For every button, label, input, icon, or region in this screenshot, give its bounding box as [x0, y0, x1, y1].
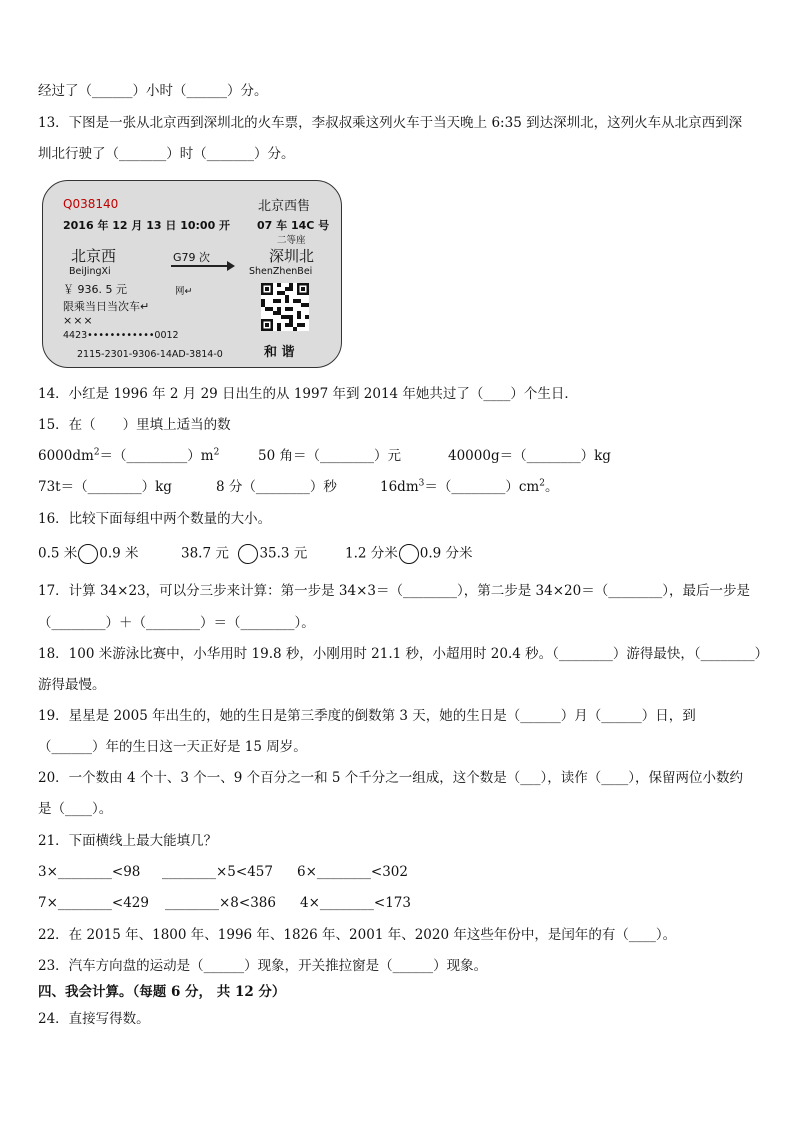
- ticket-note: 限乘当日当次车↵: [63, 300, 150, 313]
- q16-compare-2: 38.7 元 35.3 元: [181, 544, 307, 564]
- ticket-serial: 2115-2301-9306-14AD-3814-0: [77, 349, 223, 360]
- ticket-name: ×××: [63, 314, 94, 327]
- ticket-to-pinyin: ShenZhenBei: [249, 266, 313, 277]
- line-continued: 经过了（______）小时（______）分。: [38, 83, 268, 99]
- q21-item-3: 6×________<302: [297, 864, 408, 880]
- question-17-line2: （________）＋（________）＝（________）。: [38, 615, 315, 631]
- question-15: 15．在（ ）里填上适当的数: [38, 417, 231, 433]
- compare-circle[interactable]: [399, 544, 419, 564]
- ticket-seat: 07 车 14C 号: [257, 219, 330, 232]
- ticket-from-pinyin: BeiJingXi: [69, 266, 111, 277]
- q21-item-5: ________×8<386: [165, 895, 276, 911]
- ticket-id: 4423••••••••••••0012: [63, 330, 179, 341]
- ticket-from-station: 北京西: [71, 247, 117, 265]
- q15-item-5: 8 分（________）秒: [216, 479, 337, 495]
- question-19-line1: 19．星星是 2005 年出生的，她的生日是第三季度的倒数第 3 天，她的生日是（______）月（______）日，到: [38, 708, 696, 724]
- q21-item-1: 3×________<98: [38, 864, 141, 880]
- q15-item-4: 73t＝（________）kg: [38, 479, 172, 495]
- ticket-to-station: 深圳北: [269, 247, 315, 265]
- question-14: 14．小红是 1996 年 2 月 29 日出生的从 1997 年到 2014 年她共过了（____）个生日．: [38, 386, 578, 402]
- question-24: 24．直接写得数。: [38, 1011, 150, 1027]
- section-4-heading: 四、我会计算。（每题 6 分， 共 12 分）: [38, 984, 286, 1000]
- q15-item-2: 50 角＝（________）元: [258, 448, 401, 464]
- ticket-sold-at: 北京西售: [258, 199, 311, 214]
- question-20-line2: 是（____）。: [38, 801, 113, 817]
- ticket-arrow: [171, 265, 229, 267]
- question-16: 16．比较下面每组中两个数量的大小。: [38, 511, 272, 527]
- question-18-line2: 游得最慢。: [38, 677, 106, 693]
- compare-circle[interactable]: [238, 544, 258, 564]
- ticket-price: ￥ 936. 5 元: [63, 283, 127, 296]
- compare-circle[interactable]: [78, 544, 98, 564]
- question-17-line1: 17．计算 34×23，可以分三步来计算：第一步是 34×3＝（________），第二步是 34×20＝（________），最后一步是: [38, 583, 750, 599]
- question-22: 22．在 2015 年、1800 年、1996 年、1826 年、2001 年、2020 年这些年份中，是闰年的有（____）。: [38, 927, 677, 943]
- question-21: 21．下面横线上最大能填几？: [38, 833, 218, 849]
- ticket-brand: 和 谐: [264, 345, 295, 360]
- question-19-line2: （______）年的生日这一天正好是 15 周岁。: [38, 739, 307, 755]
- q21-item-4: 7×________<429: [38, 895, 149, 911]
- q21-item-2: ________×5<457: [162, 864, 273, 880]
- q16-compare-3: 1.2 分米 0.9 分米: [345, 544, 473, 564]
- ticket-net: 网↵: [175, 286, 193, 297]
- train-ticket: [42, 180, 342, 368]
- question-13-line2: 圳北行驶了（_______）时（_______）分。: [38, 146, 295, 162]
- ticket-arrow-head: [227, 261, 235, 271]
- q15-item-6: $16dm^3=(\_\_\_\_\_\_\_\_)cm^2$。: [380, 478, 559, 495]
- question-13-line1: 13．下图是一张从北京西到深圳北的火车票，李叔叔乘这列火车于当天晚上 6:35 到达深圳北，这列火车从北京西到深: [38, 115, 743, 131]
- question-23: 23．汽车方向盘的运动是（______）现象，开关推拉窗是（______）现象。: [38, 958, 488, 974]
- ticket-number: Q038140: [63, 197, 119, 211]
- q15-item-1: $6000dm^2=(\_\_\_\_\_\_\_\_\_)m^2$: [38, 447, 220, 464]
- q21-item-6: 4×________<173: [300, 895, 411, 911]
- qr-code-icon: [261, 283, 309, 331]
- ticket-train-number: G79 次: [173, 251, 211, 264]
- q16-compare-1: 0.5 米 0.9 米: [38, 544, 139, 564]
- question-18-line1: 18．100 米游泳比赛中，小华用时 19.8 秒，小刚用时 21.1 秒，小超用时 20.4 秒。（________）游得最快，（________）: [38, 646, 769, 662]
- ticket-datetime: 2016 年 12 月 13 日 10:00 开: [63, 219, 231, 232]
- ticket-class: 二等座: [277, 235, 306, 246]
- q15-item-3: 40000g＝（________）kg: [448, 448, 611, 464]
- question-20-line1: 20．一个数由 4 个十、3 个一、9 个百分之一和 5 个千分之一组成，这个数是（___），读作（____），保留两位小数约: [38, 770, 744, 786]
